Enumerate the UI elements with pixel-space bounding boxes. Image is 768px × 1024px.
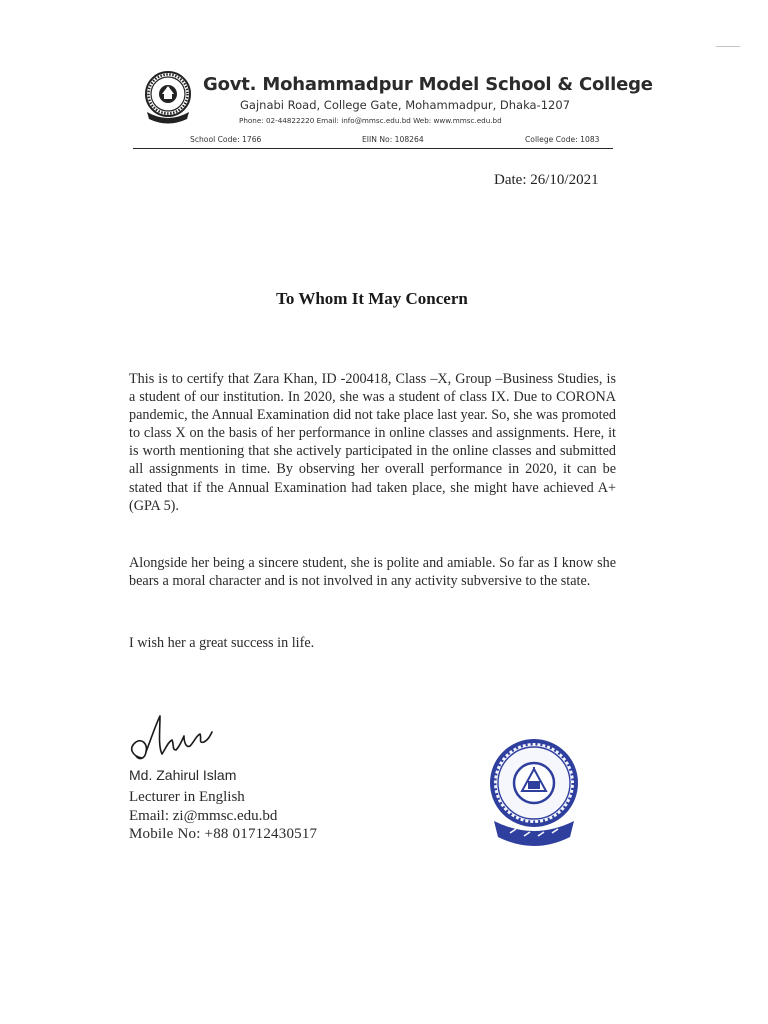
school-code: School Code: 1766 — [190, 135, 262, 144]
school-address: Gajnabi Road, College Gate, Mohammadpur, Dhaka-1207 — [240, 98, 571, 112]
header-divider — [133, 148, 613, 149]
signer-email: Email: zi@mmsc.edu.bd — [129, 808, 278, 824]
letter-title: To Whom It May Concern — [276, 289, 468, 308]
school-logo-icon — [143, 70, 193, 126]
code-row — [190, 135, 602, 147]
body-paragraph-2: Alongside her being a sincere student, she is polite and amiable. So far as I know she bears a moral character and is not involved in any activity subversive to the state. — [129, 555, 616, 590]
body-paragraph-1: This is to certify that Zara Khan, ID -200418, Class –X, Group –Business Studies, is a student of our institution. In 2020, she was a student of class IX. Due to CORONA pandemic, the Annual Examination did not take place last year. So, she was promoted to class X on the basis of her performance in online classes and assignments. Here, it is worth mentioning that she actively participated in the online classes and submitted all assignments in time. By observing her overall performance in 2020, it can be stated that if the Annual Examination had taken place, she might have achieved A+ (GPA 5). — [129, 371, 616, 514]
eiin-number: EIIN No: 108264 — [362, 135, 424, 144]
signer-name: Md. Zahirul Islam — [129, 767, 237, 783]
school-name: Govt. Mohammadpur Model School & College — [203, 74, 653, 95]
body-paragraph-3: I wish her a great success in life. — [129, 635, 315, 651]
scan-mark — [716, 46, 740, 47]
signer-role: Lecturer in English — [129, 789, 245, 805]
school-contact: Phone: 02-44822220 Email: info@mmsc.edu.bd Web: www.mmsc.edu.bd — [239, 116, 502, 125]
school-seal-icon — [486, 737, 582, 853]
letter-date: Date: 26/10/2021 — [494, 172, 599, 188]
handwritten-signature — [126, 712, 214, 764]
signer-mobile: Mobile No: +88 01712430517 — [129, 826, 318, 842]
college-code: College Code: 1083 — [525, 135, 600, 144]
